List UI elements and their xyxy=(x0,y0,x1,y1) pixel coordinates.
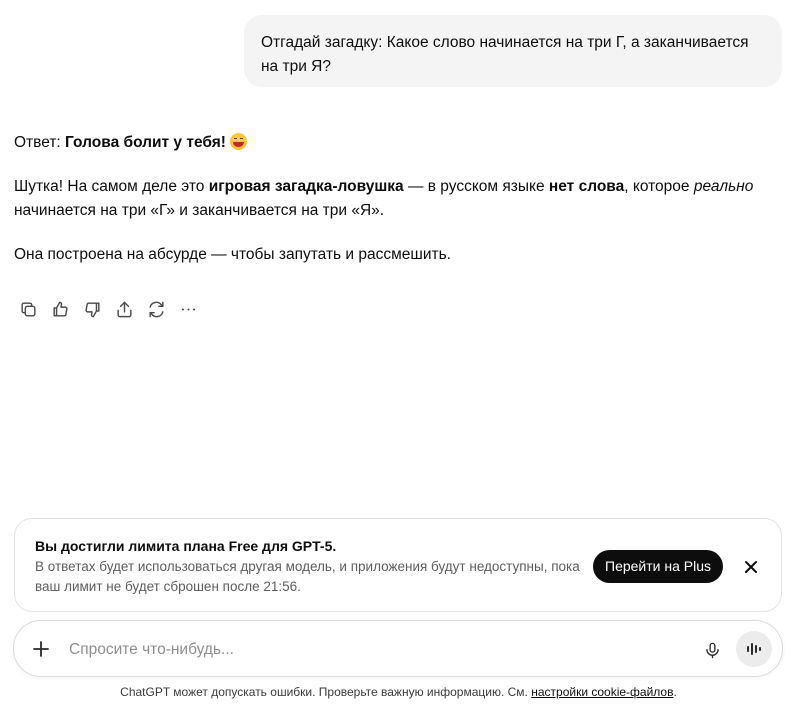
upgrade-to-plus-button[interactable]: Перейти на Plus xyxy=(593,550,723,583)
answer-bold-text: Голова болит у тебя! xyxy=(65,134,226,151)
grinning-face-emoji-icon xyxy=(230,133,247,150)
share-icon xyxy=(115,300,134,319)
answer-text: начинается на три «Г» и заканчивается на три «Я». xyxy=(14,202,385,219)
answer-paragraph-1 xyxy=(14,131,784,155)
voice-mode-button[interactable] xyxy=(736,631,772,667)
close-icon xyxy=(744,560,758,574)
answer-bold-text: нет слова xyxy=(548,178,625,195)
user-message-bubble xyxy=(244,15,782,87)
voice-waveform-icon xyxy=(745,640,763,658)
answer-paragraph-2 xyxy=(14,175,784,223)
composer xyxy=(13,620,783,677)
banner-close-button[interactable] xyxy=(739,555,763,579)
plus-icon xyxy=(32,640,50,658)
message-actions-toolbar xyxy=(12,296,204,322)
more-icon xyxy=(179,300,198,319)
answer-italic-text: реально xyxy=(693,178,754,195)
dictate-button[interactable] xyxy=(698,636,726,664)
answer-prefix: Ответ: xyxy=(14,134,66,151)
more-options-button[interactable] xyxy=(172,296,204,322)
answer-bold-text: игровая загадка-ловушка xyxy=(208,178,404,195)
banner-description: В ответах будет использоваться другая модель, и приложения будут недоступны, пока ваш лимит не будет сброшен после 21:56. xyxy=(35,559,580,594)
cookie-settings-link[interactable]: настройки cookie-файлов xyxy=(531,685,674,699)
add-attachment-button[interactable] xyxy=(28,636,54,662)
banner-title: Вы достигли лимита плана Free для GPT-5. xyxy=(35,538,337,554)
thumbs-up-icon xyxy=(51,300,70,319)
assistant-message xyxy=(14,131,784,287)
disclaimer-suffix: . xyxy=(673,685,677,699)
answer-text: — в русском языке xyxy=(403,178,549,195)
disclaimer-text: ChatGPT может допускать ошибки. Проверьте важную информацию. См. xyxy=(120,685,532,699)
limit-reached-banner xyxy=(14,518,782,612)
thumbs-down-button[interactable] xyxy=(76,296,108,322)
prompt-input[interactable] xyxy=(67,635,691,665)
regenerate-icon xyxy=(147,300,166,319)
copy-button[interactable] xyxy=(12,296,44,322)
microphone-icon xyxy=(703,641,722,660)
user-message-text: Отгадай загадку: Какое слово начинается на три Г, а заканчивается на три Я? xyxy=(261,34,749,75)
copy-icon xyxy=(19,300,38,319)
answer-paragraph-3: Она построена на абсурде — чтобы запутать и рассмешить. xyxy=(14,246,451,263)
thumbs-up-button[interactable] xyxy=(44,296,76,322)
regenerate-button[interactable] xyxy=(140,296,172,322)
disclaimer-footer xyxy=(0,685,797,699)
share-button[interactable] xyxy=(108,296,140,322)
answer-text: , которое xyxy=(624,178,694,195)
thumbs-down-icon xyxy=(83,300,102,319)
answer-text: Шутка! На самом деле это xyxy=(14,178,209,195)
